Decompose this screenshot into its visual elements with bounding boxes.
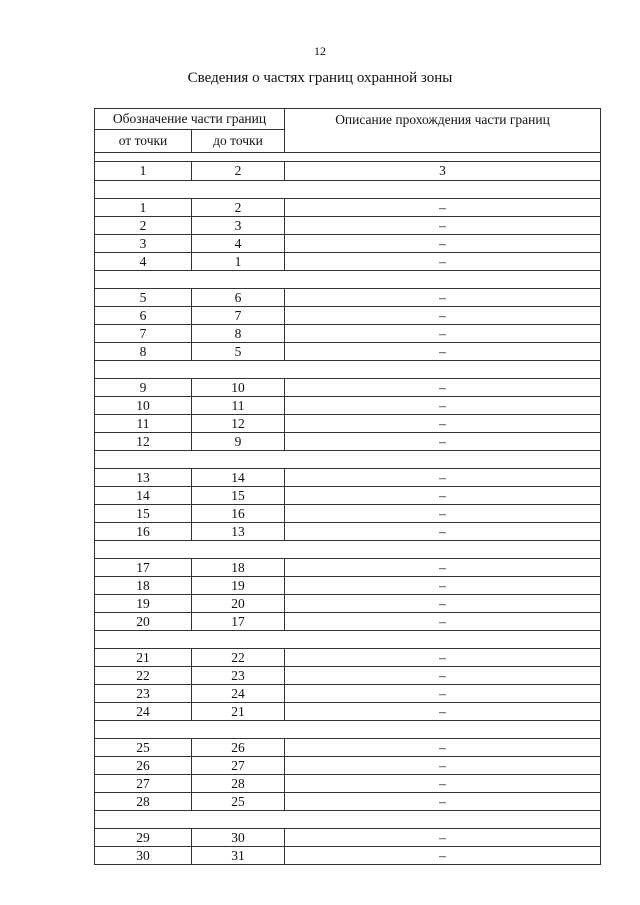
table-row: [95, 649, 601, 667]
to-point-cell: 28: [192, 775, 285, 793]
to-point-cell: 12: [192, 415, 285, 433]
to-point-cell: 15: [192, 487, 285, 505]
from-point-cell: 1: [95, 199, 192, 217]
table-row: [95, 343, 601, 361]
from-point-cell: 27: [95, 775, 192, 793]
table-row: [95, 847, 601, 865]
description-cell: –: [285, 757, 601, 775]
description-cell: –: [285, 775, 601, 793]
from-point-cell: 11: [95, 415, 192, 433]
description-cell: –: [285, 253, 601, 271]
group-separator-row: [95, 631, 601, 649]
table-row: [95, 199, 601, 217]
from-point-cell: 19: [95, 595, 192, 613]
description-cell: –: [285, 829, 601, 847]
from-point-cell: 18: [95, 577, 192, 595]
to-point-cell: 19: [192, 577, 285, 595]
column-number: 1: [95, 162, 192, 181]
to-point-cell: 7: [192, 307, 285, 325]
description-cell: –: [285, 397, 601, 415]
from-point-cell: 3: [95, 235, 192, 253]
to-point-cell: 21: [192, 703, 285, 721]
table-row: [95, 577, 601, 595]
description-cell: –: [285, 289, 601, 307]
description-cell: –: [285, 667, 601, 685]
from-point-cell: 14: [95, 487, 192, 505]
table-row: [95, 325, 601, 343]
to-point-cell: 30: [192, 829, 285, 847]
to-point-cell: 2: [192, 199, 285, 217]
from-point-cell: 23: [95, 685, 192, 703]
table-row: [95, 469, 601, 487]
from-point-cell: 28: [95, 793, 192, 811]
to-point-cell: 9: [192, 433, 285, 451]
table-row: [95, 703, 601, 721]
from-point-cell: 9: [95, 379, 192, 397]
to-point-cell: 22: [192, 649, 285, 667]
from-point-cell: 16: [95, 523, 192, 541]
table-row: [95, 523, 601, 541]
table-row: [95, 613, 601, 631]
to-point-cell: 5: [192, 343, 285, 361]
from-point-cell: 13: [95, 469, 192, 487]
to-point-cell: 13: [192, 523, 285, 541]
from-point-cell: 4: [95, 253, 192, 271]
from-point-cell: 17: [95, 559, 192, 577]
description-cell: –: [285, 793, 601, 811]
boundary-part-designation-header: Обозначение части границ: [95, 109, 285, 130]
description-cell: –: [285, 649, 601, 667]
description-cell: –: [285, 487, 601, 505]
document-title: Сведения о частях границ охранной зоны: [187, 70, 453, 86]
description-cell: –: [285, 739, 601, 757]
to-point-cell: 10: [192, 379, 285, 397]
column-number: 2: [192, 162, 285, 181]
description-cell: –: [285, 199, 601, 217]
description-cell: –: [285, 433, 601, 451]
table-row: [95, 397, 601, 415]
table-row: [95, 505, 601, 523]
description-cell: –: [285, 577, 601, 595]
to-point-cell: 26: [192, 739, 285, 757]
from-point-cell: 29: [95, 829, 192, 847]
from-point-cell: 7: [95, 325, 192, 343]
from-point-cell: 20: [95, 613, 192, 631]
table-row: [95, 379, 601, 397]
from-point-cell: 30: [95, 847, 192, 865]
description-header: Описание прохождения части границ: [285, 109, 601, 153]
to-point-cell: 23: [192, 667, 285, 685]
table-body: [95, 181, 601, 865]
from-point-cell: 2: [95, 217, 192, 235]
from-point-cell: 24: [95, 703, 192, 721]
description-cell: –: [285, 379, 601, 397]
from-point-header: от точки: [95, 130, 192, 153]
to-point-cell: 24: [192, 685, 285, 703]
description-cell: –: [285, 595, 601, 613]
from-point-cell: 22: [95, 667, 192, 685]
column-number: 3: [285, 162, 601, 181]
from-point-cell: 12: [95, 433, 192, 451]
description-cell: –: [285, 613, 601, 631]
description-cell: –: [285, 469, 601, 487]
group-separator-row: [95, 361, 601, 379]
description-cell: –: [285, 217, 601, 235]
to-point-cell: 3: [192, 217, 285, 235]
group-separator-row: [95, 541, 601, 559]
table-row: [95, 775, 601, 793]
table-row: [95, 433, 601, 451]
to-point-cell: 4: [192, 235, 285, 253]
from-point-cell: 10: [95, 397, 192, 415]
to-point-cell: 25: [192, 793, 285, 811]
from-point-cell: 8: [95, 343, 192, 361]
table-row: [95, 793, 601, 811]
from-point-cell: 15: [95, 505, 192, 523]
description-cell: –: [285, 325, 601, 343]
table-row: [95, 217, 601, 235]
to-point-cell: 31: [192, 847, 285, 865]
to-point-cell: 6: [192, 289, 285, 307]
group-separator-row: [95, 451, 601, 469]
to-point-cell: 18: [192, 559, 285, 577]
to-point-cell: 1: [192, 253, 285, 271]
table-row: [95, 253, 601, 271]
description-cell: –: [285, 703, 601, 721]
gap-row: [95, 153, 601, 162]
to-point-cell: 11: [192, 397, 285, 415]
table-row: [95, 757, 601, 775]
to-point-cell: 8: [192, 325, 285, 343]
description-cell: –: [285, 235, 601, 253]
table-row: [95, 415, 601, 433]
table-row: [95, 667, 601, 685]
table-row: [95, 595, 601, 613]
to-point-cell: 17: [192, 613, 285, 631]
group-separator-row: [95, 721, 601, 739]
table-row: [95, 307, 601, 325]
from-point-cell: 5: [95, 289, 192, 307]
table-row: [95, 559, 601, 577]
to-point-cell: 20: [192, 595, 285, 613]
boundary-parts-table: [94, 108, 601, 865]
to-point-cell: 16: [192, 505, 285, 523]
description-cell: –: [285, 505, 601, 523]
from-point-cell: 25: [95, 739, 192, 757]
table-row: [95, 685, 601, 703]
from-point-cell: 26: [95, 757, 192, 775]
from-point-cell: 21: [95, 649, 192, 667]
table-row: [95, 829, 601, 847]
from-point-cell: 6: [95, 307, 192, 325]
description-cell: –: [285, 307, 601, 325]
description-cell: –: [285, 559, 601, 577]
description-cell: –: [285, 523, 601, 541]
page-number: 12: [314, 44, 326, 58]
description-cell: –: [285, 415, 601, 433]
table-row: [95, 739, 601, 757]
table-row: [95, 487, 601, 505]
table-row: [95, 289, 601, 307]
table-row: [95, 235, 601, 253]
group-separator-row: [95, 271, 601, 289]
to-point-cell: 14: [192, 469, 285, 487]
to-point-header: до точки: [192, 130, 285, 153]
group-separator-row: [95, 181, 601, 199]
description-cell: –: [285, 685, 601, 703]
to-point-cell: 27: [192, 757, 285, 775]
group-separator-row: [95, 811, 601, 829]
description-cell: –: [285, 343, 601, 361]
description-cell: –: [285, 847, 601, 865]
